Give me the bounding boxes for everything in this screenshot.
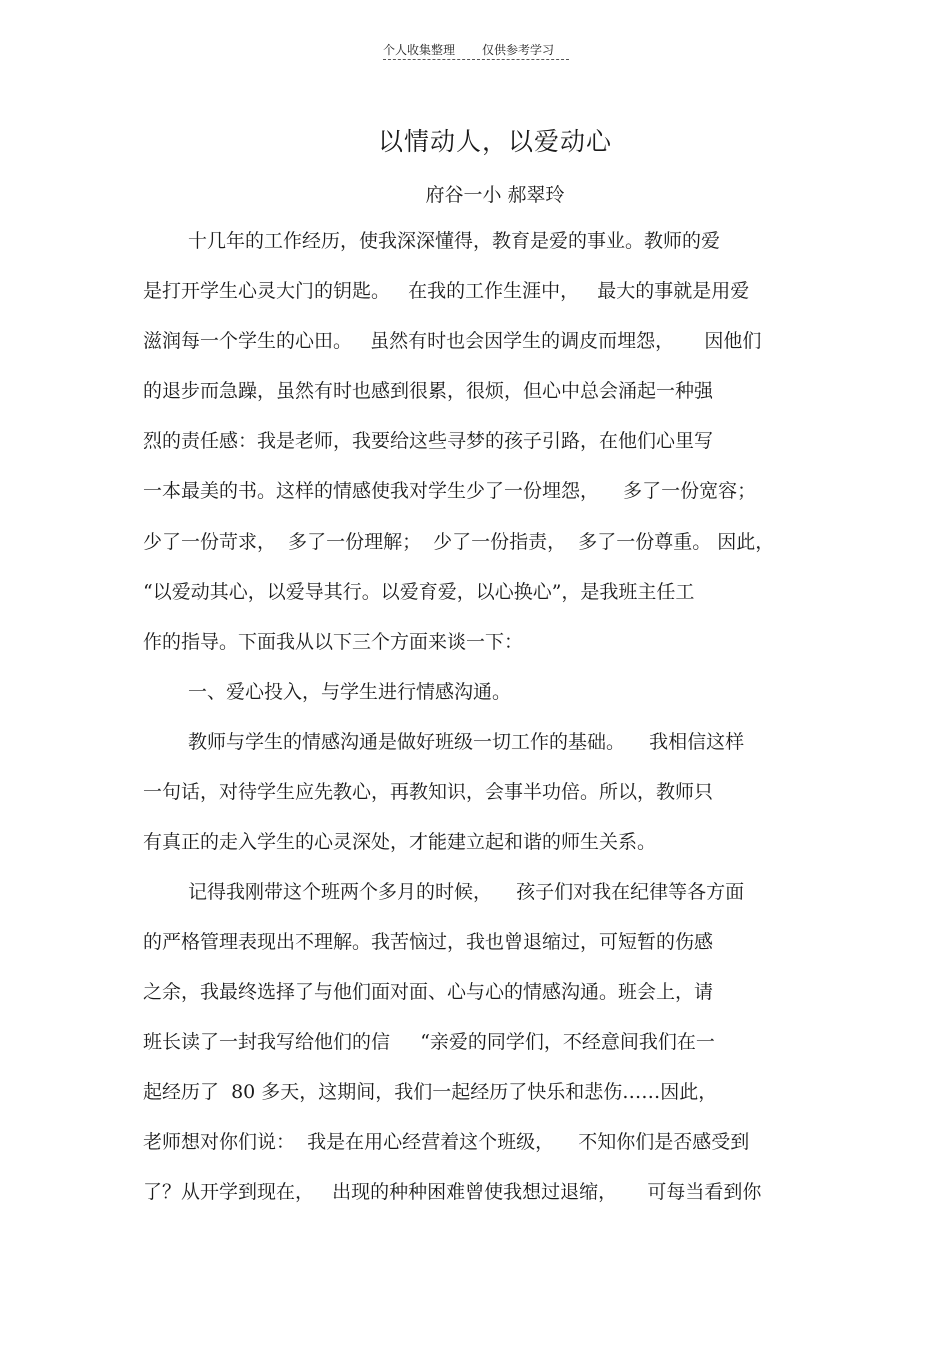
body-line: 作的指导。下面我从以下三个方面来谈一下： [143,631,524,653]
header-left-text: 个人收集整理 [383,43,456,57]
document-title: 以情动人，以爱动心 [377,127,612,156]
body-line: 烈的责任感：我是老师，我要给这些寻梦的孩子引路，在他们心里写 [143,430,714,452]
section-heading: 一、爱心投入，与学生进行情感沟通。 [188,681,512,703]
body-line: 滋润每一个学生的心田。 虽然有时也会因学生的调皮而埋怨， 因他们 [143,330,762,352]
document-author: 府谷一小 郝翠玲 [425,184,565,206]
body-line: 一本最美的书。这样的情感使我对学生少了一份埋怨， 多了一份宽容； [143,480,757,502]
body-line: 的退步而急躁，虽然有时也感到很累，很烦，但心中总会涌起一种强 [143,380,714,402]
body-line: “以爱动其心，以爱导其行。以爱育爱，以心换心”，是我班主任工 [143,581,695,603]
body-line: 一句话，对待学生应先教心，再教知识，会事半功倍。所以，教师只 [143,781,714,803]
body-line: 班长读了一封我写给他们的信 “亲爱的同学们，不经意间我们在一 [143,1031,715,1053]
body-line: 记得我刚带这个班两个多月的时候， 孩子们对我在纪律等各方面 [188,881,745,903]
body-line: 起经历了 80 多天，这期间，我们一起经历了快乐和悲伤……因此， [143,1081,718,1103]
body-line: 之余，我最终选择了与他们面对面、心与心的情感沟通。班会上，请 [143,981,714,1003]
body-line: 的严格管理表现出不理解。我苦恼过，我也曾退缩过，可短暂的伤感 [143,931,714,953]
body-line: 是打开学生心灵大门的钥匙。 在我的工作生涯中， 最大的事就是用爱 [143,280,750,302]
header-right-text: 仅供参考学习 [482,43,555,57]
body-line: 有真正的走入学生的心灵深处，才能建立起和谐的师生关系。 [143,831,657,853]
body-line: 了？从开学到现在， 出现的种种困难曾使我想过退缩， 可每当看到你 [143,1181,762,1203]
body-line: 老师想对你们说： 我是在用心经营着这个班级， 不知你们是否感受到 [143,1131,750,1153]
body-line: 教师与学生的情感沟通是做好班级一切工作的基础。 我相信这样 [188,731,745,753]
body-line: 少了一份苛求， 多了一份理解； 少了一份指责， 多了一份尊重。 因此， [143,531,775,553]
body-line: 十几年的工作经历，使我深深懂得，教育是爱的事业。教师的爱 [188,230,721,252]
page-header [383,40,569,60]
